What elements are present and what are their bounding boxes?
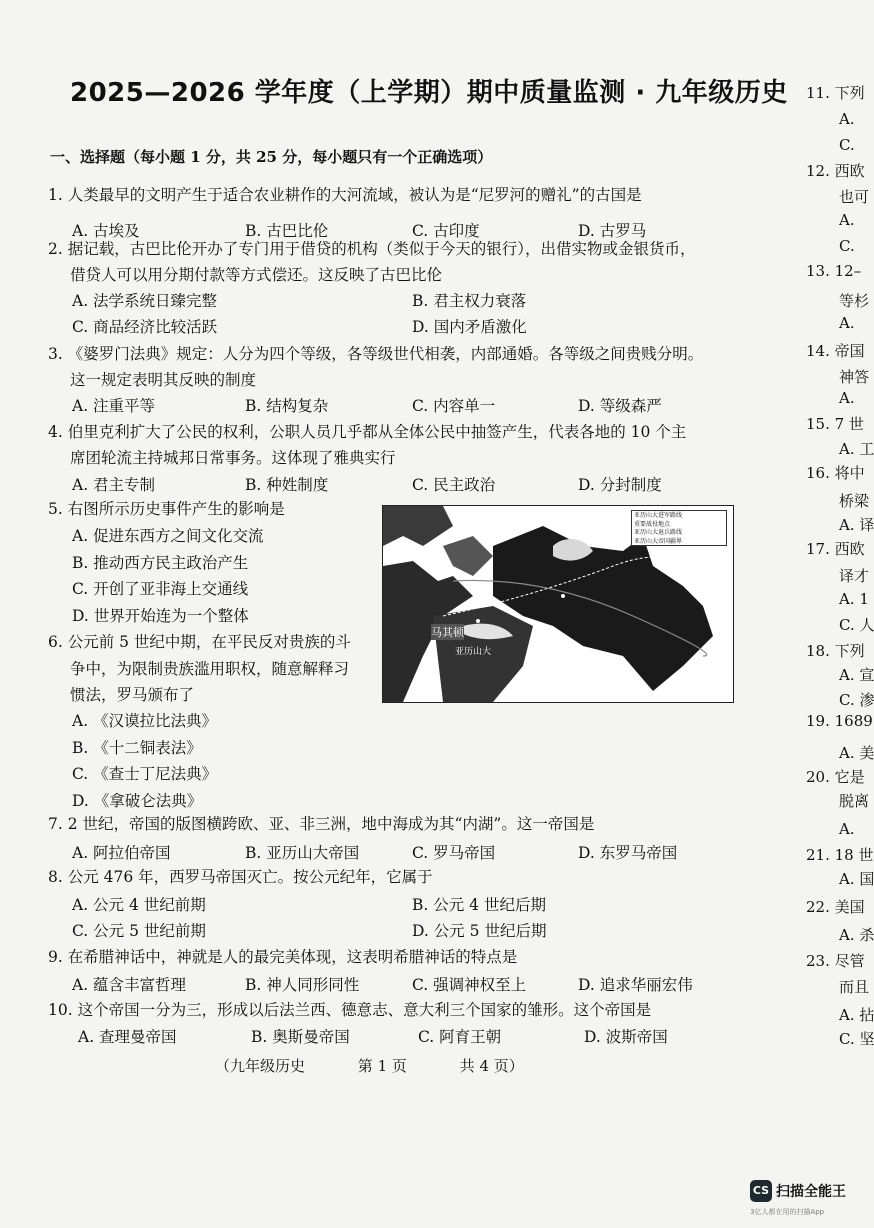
right-column-line: C. 渗 [839, 691, 874, 709]
page-title: 2025—2026 学年度（上学期）期中质量监测 · 九年级历史 [70, 78, 788, 108]
option-c: C. 商品经济比较活跃 [72, 318, 218, 336]
right-column-line: 脱离 [839, 792, 870, 810]
right-column-line: 17. 西欧 [806, 540, 865, 558]
right-column-line: A. 国 [839, 870, 874, 888]
page-footer [215, 1055, 524, 1076]
right-column-line: A. 译 [839, 516, 874, 534]
question-stem: 4. 伯里克利扩大了公民的权利，公职人员几乎都从全体公民中抽签产生，代表各地的 10 个主 [48, 423, 687, 441]
option-b: B. 君主权力衰落 [412, 292, 527, 310]
question-stem: 这一规定表明其反映的制度 [70, 371, 257, 389]
right-column-line: 14. 帝国 [806, 342, 865, 360]
right-column-line: 译才 [839, 567, 870, 585]
legend-item: 亚历山大进军路线 [634, 512, 683, 519]
footer-page: 第 1 页 [357, 1057, 407, 1075]
option-c: C. 开创了亚非海上交通线 [72, 580, 249, 598]
option-a: A. 查理曼帝国 [78, 1028, 177, 1046]
option-d: D. 世界开始连为一个整体 [72, 606, 249, 625]
right-column-line: A. 拈 [839, 1006, 874, 1024]
option-a: A. 古埃及 [72, 222, 140, 240]
question-stem: 3. 《婆罗门法典》规定：人分为四个等级，各等级世代相袭，内部通婚。各等级之间贵贱分明。 [48, 345, 704, 363]
legend-item: 亚历山大帝国疆界 [634, 537, 683, 545]
section-heading: 一、选择题（每小题 1 分，共 25 分，每小题只有一个正确选项） [50, 148, 493, 166]
alexander-campaign-map [382, 505, 734, 703]
question-stem: 7. 2 世纪，帝国的版图横跨欧、亚、非三洲，地中海成为其“内湖”。这一帝国是 [48, 815, 595, 833]
map-legend [631, 510, 727, 546]
option-d: D. 古罗马 [578, 222, 647, 240]
legend-item: 重要战役地点 [634, 520, 671, 528]
question-stem: 1. 人类最早的文明产生于适合农业耕作的大河流域，被认为是“尼罗河的赠礼”的古国是 [48, 186, 642, 204]
right-column-line: 23. 尽管 [806, 952, 865, 970]
right-column-line: A. 美 [839, 744, 874, 762]
right-column-line: 神答 [839, 368, 870, 386]
option-b: B. 结构复杂 [245, 397, 329, 415]
option-c: C. 古印度 [412, 222, 480, 240]
option-a: A. 《汉谟拉比法典》 [72, 712, 218, 730]
option-d: D. 公元 5 世纪后期 [412, 922, 547, 940]
option-d: D. 波斯帝国 [584, 1028, 668, 1046]
right-column-line: 21. 18 世 [806, 846, 874, 864]
legend-item: 亚历山大退兵路线 [634, 529, 683, 536]
option-b: B. 种姓制度 [245, 476, 329, 494]
option-c: C. 罗马帝国 [412, 844, 496, 862]
question-stem: 5. 右图所示历史事件产生的影响是 [48, 500, 285, 518]
option-b: B. 奥斯曼帝国 [251, 1028, 350, 1046]
question-stem: 争中，为限制贵族滥用职权，随意解释习 [70, 660, 350, 678]
option-d: D. 东罗马帝国 [578, 844, 678, 862]
question-stem: 10. 这个帝国一分为三，形成以后法兰西、德意志、意大利三个国家的雏形。这个帝国是 [48, 1001, 652, 1019]
right-column-line: 16. 将中 [806, 464, 865, 482]
map-label: 马其顿 [431, 626, 464, 639]
scanner-name: 扫描全能王 [776, 1184, 846, 1200]
right-column-line: 也可 [839, 188, 870, 206]
footer-total: 共 4 页） [459, 1057, 524, 1075]
right-column-line: A. 1 [839, 590, 869, 608]
right-column-line: 12. 西欧 [806, 162, 865, 180]
right-column-line: A. [839, 211, 855, 229]
right-column-line: C. 人 [839, 616, 874, 634]
right-column-line: A. [839, 820, 855, 838]
option-c: C. 公元 5 世纪前期 [72, 922, 206, 940]
option-b: B. 古巴比伦 [245, 222, 329, 240]
right-column-line: 11. 下列 [806, 84, 865, 102]
option-d: D. 等级森严 [578, 397, 662, 415]
right-column-line: 13. 12– [806, 262, 862, 280]
option-d: D. 分封制度 [578, 476, 662, 494]
question-stem: 8. 公元 476 年，西罗马帝国灭亡。按公元纪年，它属于 [48, 868, 433, 886]
option-a: A. 君主专制 [72, 476, 156, 494]
option-b: B. 神人同形同性 [245, 976, 360, 994]
option-a: A. 蕴含丰富哲理 [72, 976, 187, 994]
right-column-line: A. 杀 [839, 926, 874, 944]
right-column-line: 22. 美国 [806, 898, 865, 916]
scanner-watermark [750, 1180, 860, 1224]
question-stem: 惯法，罗马颁布了 [70, 686, 195, 704]
option-b: B. 《十二铜表法》 [72, 738, 202, 757]
option-a: A. 促进东西方之间文化交流 [72, 527, 264, 545]
option-b: B. 推动西方民主政治产生 [72, 553, 249, 572]
option-a: A. 法学系统日臻完整 [72, 292, 218, 310]
right-column-line: 15. 7 世 [806, 415, 864, 433]
option-b: B. 公元 4 世纪后期 [412, 896, 546, 914]
option-a: A. 阿拉伯帝国 [72, 844, 171, 862]
option-a: A. 公元 4 世纪前期 [72, 896, 206, 914]
option-b: B. 亚历山大帝国 [245, 844, 360, 862]
right-column-line: 19. 1689 [806, 712, 873, 730]
option-d: D. 追求华丽宏伟 [578, 976, 693, 994]
option-c: C. 强调神权至上 [412, 976, 527, 994]
footer-subject: （九年级历史 [215, 1057, 306, 1075]
option-d: D. 《拿破仑法典》 [72, 791, 203, 810]
right-column-line: C. [839, 136, 855, 154]
option-d: D. 国内矛盾激化 [412, 318, 527, 336]
option-c: C. 民主政治 [412, 476, 496, 494]
right-column-line: A. [839, 389, 855, 407]
right-column-line: 18. 下列 [806, 642, 865, 660]
question-stem: 9. 在希腊神话中，神就是人的最完美体现，这表明希腊神话的特点是 [48, 948, 518, 966]
right-column-line: C. 坚 [839, 1030, 874, 1048]
right-column-line: 20. 它是 [806, 768, 865, 786]
right-column-line: 桥梁 [839, 492, 870, 510]
question-stem: 席团轮流主持城邦日常事务。这体现了雅典实行 [70, 449, 396, 467]
right-column-line: A. 工 [839, 440, 874, 458]
map-label: 亚历山大 [455, 647, 492, 657]
right-column-line: 而且 [839, 978, 870, 996]
option-c: C. 《查士丁尼法典》 [72, 765, 218, 783]
map-label: 红海 [528, 687, 547, 697]
question-stem: 借贷人可以用分期付款等方式偿还。这反映了古巴比伦 [70, 266, 443, 284]
option-a: A. 注重平等 [72, 397, 156, 415]
right-column-line: 等杉 [839, 292, 870, 310]
right-column-line: C. [839, 237, 855, 255]
question-stem: 2. 据记载，古巴比伦开办了专门用于借贷的机构（类似于今天的银行），出借实物或金银货币， [48, 240, 696, 258]
camscanner-logo-icon: CS [750, 1180, 772, 1202]
right-column-line: A. 宣 [839, 666, 874, 684]
right-column-line: A. [839, 110, 855, 128]
option-c: C. 内容单一 [412, 397, 496, 415]
option-c: C. 阿育王朝 [418, 1028, 502, 1046]
scanner-tagline: 3亿人都在用的扫描App [750, 1208, 825, 1216]
question-stem: 6. 公元前 5 世纪中期，在平民反对贵族的斗 [48, 633, 351, 651]
right-column-line: A. [839, 314, 855, 332]
